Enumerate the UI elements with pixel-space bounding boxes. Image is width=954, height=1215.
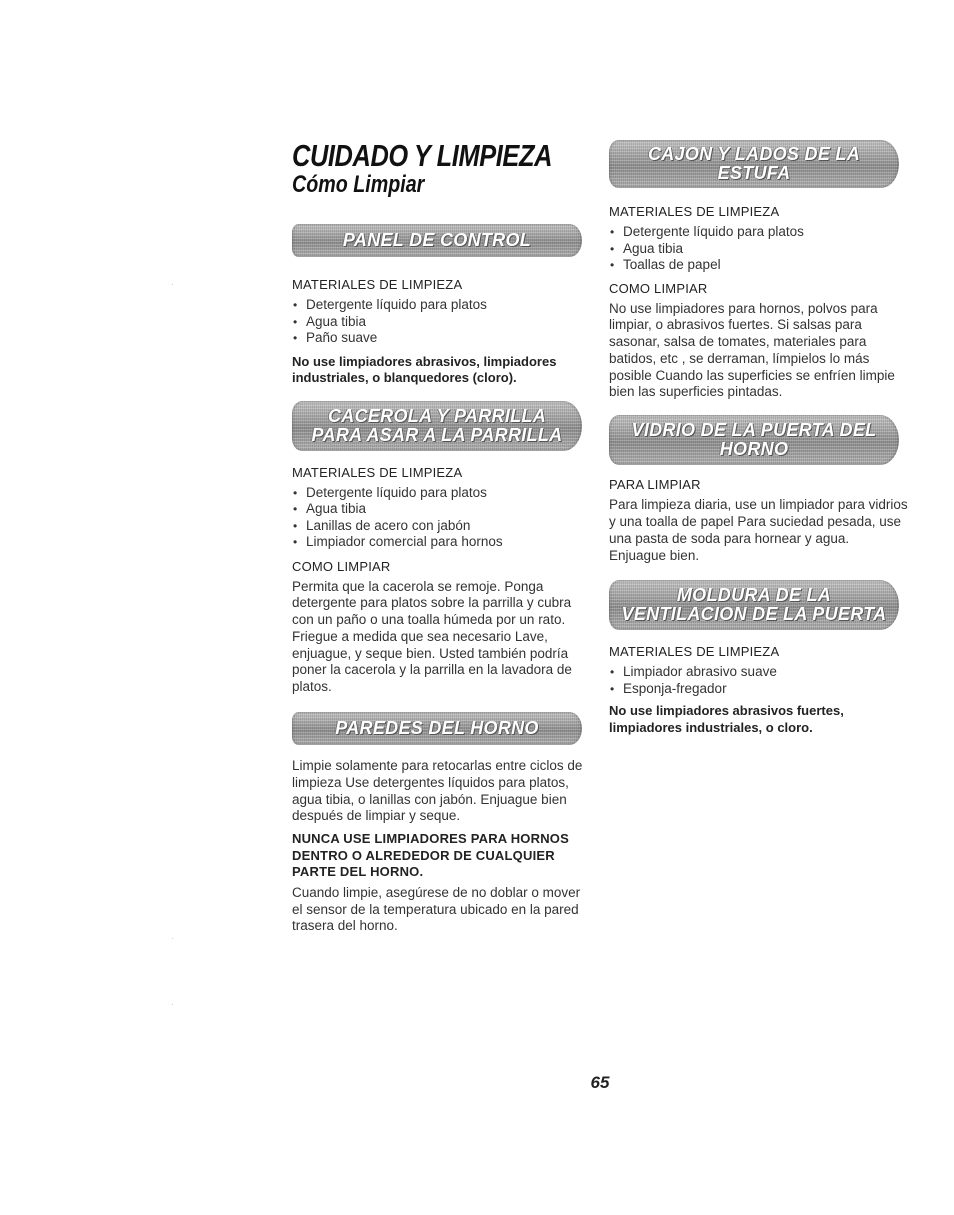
section-panel-de-control — [292, 224, 592, 387]
drawer-how-label: COMO LIMPIAR — [609, 280, 708, 296]
page-number: 65 — [590, 1073, 610, 1092]
list-item: • Agua tibia — [292, 501, 592, 518]
glass-text: Para limpieza diaria, use un limpiador para vidrios y una toalla de papel Para suciedad pesada, use una pasta de soda para hornear y agua. Enjuague bien. — [609, 497, 908, 563]
section-cacerola-parrilla — [292, 401, 592, 697]
section-moldura-ventilacion — [609, 580, 909, 736]
banner-vent-line-2: VENTILACION DE LA PUERTA — [621, 604, 887, 625]
banner-glass-line-2: HORNO — [719, 439, 789, 460]
list-item: • Limpiador comercial para hornos — [292, 534, 592, 551]
banner-vidrio-puerta — [609, 415, 899, 465]
banner-pan-line-2: PARA ASAR A LA PARRILLA — [311, 424, 563, 445]
banner-moldura-ventilacion — [609, 580, 899, 630]
drawer-how-text: No use limpiadores para hornos, polvos para limpiar, o abrasivos fuertes. Si salsas para sasonar, salsa de tomates, materiales para batidos, etc , se derraman, límpielos lo más posible Cuando las superficies se enfríen limpie bien las superficies pintadas. — [609, 300, 895, 400]
pan-how-label: COMO LIMPIAR — [292, 558, 391, 574]
list-item: • Detergente líquido para platos — [609, 224, 909, 241]
pan-materials-list — [292, 485, 592, 551]
list-item: • Detergente líquido para platos — [292, 485, 592, 502]
glass-label: PARA LIMPIAR — [609, 477, 701, 493]
section-paredes-horno — [292, 712, 592, 935]
panel-warning: No use limpiadores abrasivos, limpiadores industriales, o blanquedores (cloro). — [292, 353, 557, 385]
page-subtitle: Cómo Limpiar — [292, 171, 425, 198]
walls-note: Cuando limpie, asegúrese de no doblar o mover el sensor de la temperatura ubicado en la pared trasera del horno. — [292, 884, 581, 934]
list-item: • Toallas de papel — [609, 257, 909, 274]
vent-materials-list — [609, 664, 909, 697]
banner-paredes-horno — [292, 712, 582, 745]
panel-materials-label: MATERIALES DE LIMPIEZA — [292, 277, 463, 292]
banner-drawer-line-1: CAJON Y LADOS DE LA — [647, 144, 861, 164]
pan-how-text: Permita que la cacerola se remoje. Ponga detergente para platos sobre la parrilla y cubra con un paño o una toalla húmeda por un rato. Friegue a medida que sea necesario Lave, enjuague, y seque bien. Usted también podría poner la cacerola y la parrilla en la lavadora de platos. — [292, 578, 572, 695]
list-item: • Lanillas de acero con jabón — [292, 518, 592, 535]
banner-walls-line-1: PAREDES DEL HORNO — [335, 718, 539, 739]
left-column — [292, 140, 592, 935]
pan-materials-label: MATERIALES DE LIMPIEZA — [292, 464, 463, 480]
drawer-materials-list — [609, 224, 909, 274]
walls-text: Limpie solamente para retocarlas entre ciclos de limpieza Use detergentes líquidos para platos, agua tibia, o lanillas con jabón. Enjuague bien después de limpiar y seque. — [292, 758, 583, 824]
banner-vent-line-1: MOLDURA DE LA — [676, 585, 832, 606]
list-item: • Esponja-fregador — [609, 681, 909, 698]
section-cajon-lados — [609, 140, 909, 401]
banner-glass-line-1: VIDRIO DE LA PUERTA DEL — [631, 420, 877, 441]
list-item: • Limpiador abrasivo suave — [609, 664, 909, 681]
page-title: CUIDADO Y LIMPIEZA — [292, 138, 553, 173]
banner-cacerola-parrilla — [292, 401, 582, 451]
vent-warning: No use limpiadores abrasivos fuertes, limpiadores industriales, o cloro. — [609, 703, 844, 735]
scan-speck — [172, 284, 173, 285]
walls-warning: NUNCA USE LIMPIADORES PARA HORNOS DENTRO O ALREDEDOR DE CUALQUIER PARTE DEL HORNO. — [292, 831, 569, 880]
banner-cajon-lados — [609, 140, 899, 188]
banner-panel-de-control — [292, 224, 582, 257]
list-item: • Paño suave — [292, 330, 592, 347]
right-column — [609, 140, 909, 736]
banner-drawer-line-2: ESTUFA — [717, 163, 791, 183]
banner-pan-line-1: CACEROLA Y PARRILLA — [327, 405, 547, 426]
banner-panel-line-1: PANEL DE CONTROL — [342, 230, 532, 250]
section-vidrio-puerta — [609, 415, 909, 564]
vent-materials-label: MATERIALES DE LIMPIEZA — [609, 644, 780, 660]
scan-speck — [172, 1004, 173, 1005]
panel-materials-list — [292, 297, 592, 347]
list-item: • Agua tibia — [609, 241, 909, 258]
list-item: • Detergente líquido para platos — [292, 297, 592, 314]
scan-speck — [172, 938, 173, 939]
list-item: • Agua tibia — [292, 314, 592, 331]
drawer-materials-label: MATERIALES DE LIMPIEZA — [609, 204, 780, 219]
